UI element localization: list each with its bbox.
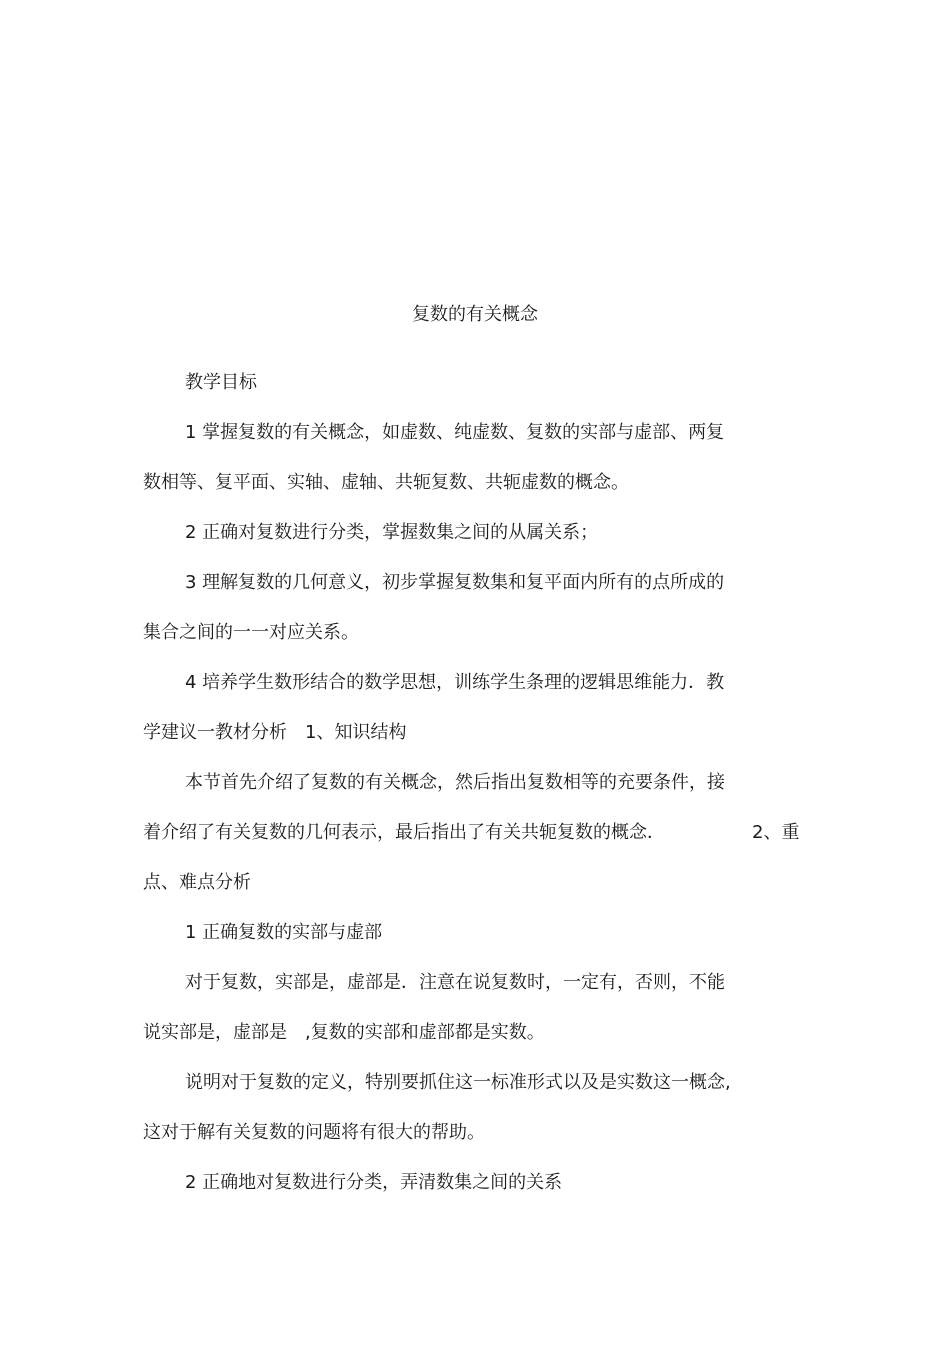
paragraph-line: 对于复数，实部是，虚部是．注意在说复数时，一定有，否则，不能 [185,972,725,993]
paragraph-line: 说明对于复数的定义，特别要抓住这一标准形式以及是实数这一概念, [185,1072,731,1093]
paragraph-line: 点、难点分析 [143,872,251,893]
paragraph-line: 着介绍了有关复数的几何表示，最后指出了有关共轭复数的概念． [143,822,665,843]
paragraph-line: 这对于解有关复数的问题将有很大的帮助。 [143,1122,485,1143]
paragraph-line: 说实部是，虚部是 ,复数的实部和虚部都是实数。 [143,1022,545,1043]
paragraph-line: 2 正确对复数进行分类，掌握数集之间的从属关系； [185,522,599,543]
paragraph-line: 2 正确地对复数进行分类，弄清数集之间的关系 [185,1172,563,1193]
paragraph-line: 3 理解复数的几何意义，初步掌握复数集和复平面内所有的点所成的 [185,572,725,593]
paragraph-line: 4 培养学生数形结合的数学思想，训练学生条理的逻辑思维能力．教 [185,672,725,693]
paragraph-line: 1 正确复数的实部与虚部 [185,922,383,943]
paragraph-line-tail: 2、重 [752,822,800,843]
paragraph-line: 本节首先介绍了复数的有关概念，然后指出复数相等的充要条件，接 [185,772,725,793]
section-heading-objectives: 教学目标 [185,372,257,393]
paragraph-line: 数相等、复平面、实轴、虚轴、共轭复数、共轭虚数的概念。 [143,472,629,493]
paragraph-line: 学建议一教材分析 1、知识结构 [143,722,407,743]
paragraph-line: 集合之间的一一对应关系。 [143,622,359,643]
document-title: 复数的有关概念 [412,304,538,325]
paragraph-line: 1 掌握复数的有关概念，如虚数、纯虚数、复数的实部与虚部、两复 [185,422,725,443]
